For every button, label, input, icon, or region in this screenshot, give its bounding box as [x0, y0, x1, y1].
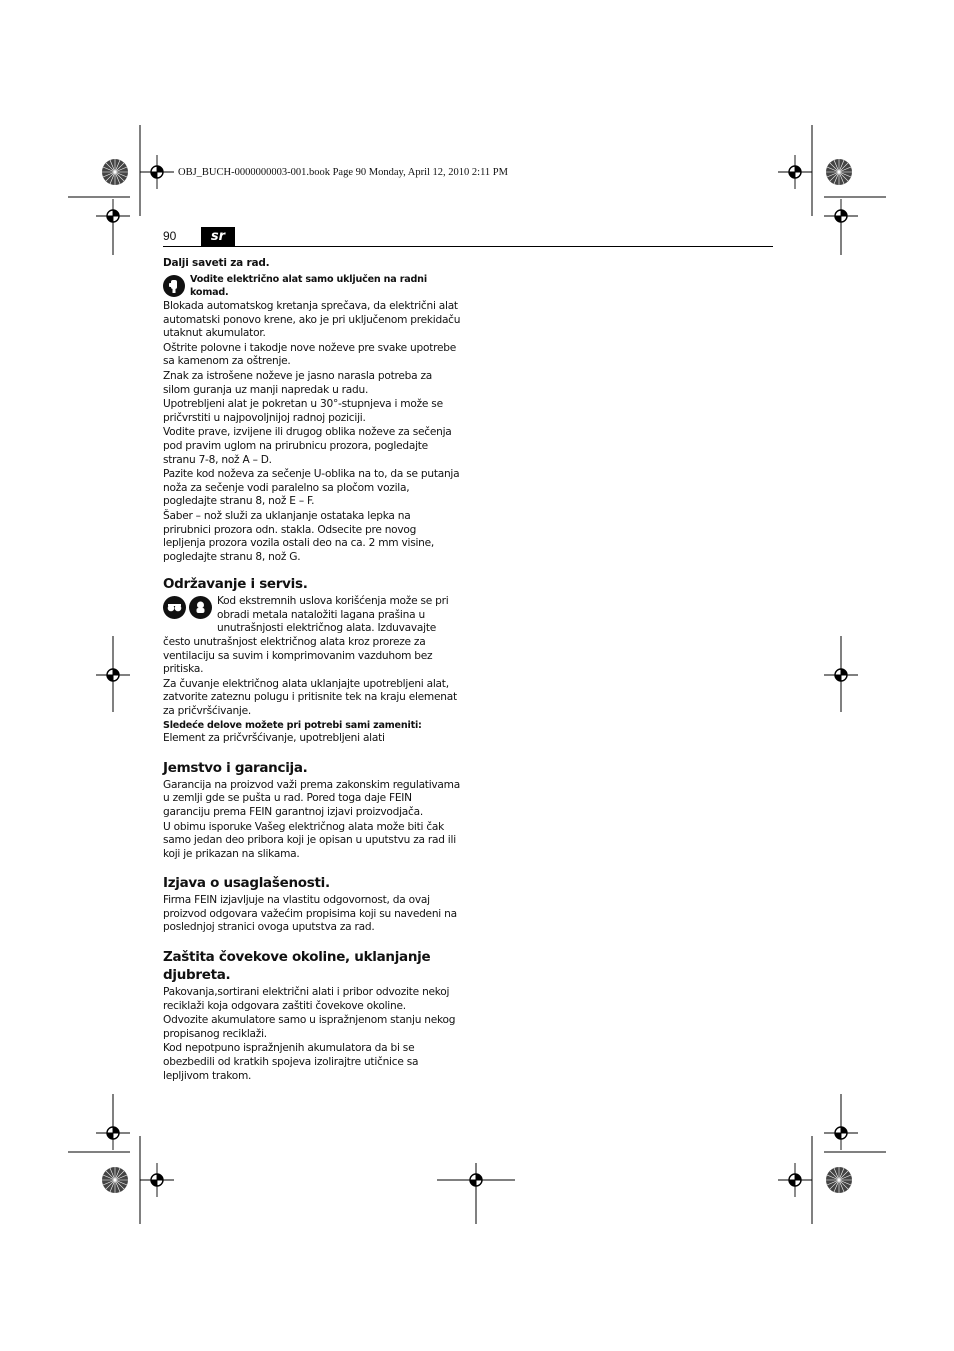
- hand-on-tool-icon: [163, 275, 185, 297]
- paragraph: Upotrebljeni alat je pokretan u 30°-stupnjeva i može se pričvrstiti u najpovoljnijoj radnoj poziciji.: [163, 398, 443, 424]
- paragraph: U obimu isporuke Vašeg električnog alata može biti čak samo jedan deo pribora koji je opisan u uputstvu za rad ili koji je prikazan na slikama.: [163, 820, 456, 860]
- paragraph: Firma FEIN izjavljuje na vlastitu odgovornost, da ovaj proizvod odgovara važećim propisima koji su navedeni na poslednjoj stranici ovoga uputstva za rad.: [163, 894, 457, 934]
- environment-heading: Zaštita čovekove okoline, uklanjanje djubreta.: [163, 949, 431, 984]
- language-tab: sr: [201, 227, 235, 246]
- warning-block: [163, 274, 461, 299]
- parts-list: Element za pričvršćivanje, upotrebljeni alati: [163, 732, 385, 745]
- parts-heading: Sledeće delove možete pri potrebi sami zameniti:: [163, 719, 422, 731]
- conformity-heading: Izjava o usaglašenosti.: [163, 875, 330, 892]
- maintenance-intro: Kod ekstremnih uslova korišćenja može se pri obradi metala nataložiti lagana prašina u unutrašnjosti električnog alata. Izduvavajte često unutrašnjost električnog alata kroz proreze za ventilaciju sa suvim i komprimovanim vazduhom bez pritiska.: [163, 595, 449, 676]
- paragraph: Znak za istrošene noževe je jasno narasla potreba za silom guranja uz manji napredak u radu.: [163, 369, 433, 396]
- book-info-line: OBJ_BUCH-0000000003-001.book Page 90 Monday, April 12, 2010 2:11 PM: [178, 167, 508, 178]
- maintenance-heading: Održavanje i servis.: [163, 576, 308, 593]
- goggles-icon: [163, 596, 186, 619]
- page-number: 90: [163, 229, 177, 243]
- paragraph: Oštrite polovne i takodje nove noževe pre svake upotrebe sa kamenom za oštrenje.: [163, 341, 456, 368]
- warning-text: Vodite električno alat samo uključen na radni komad.: [190, 274, 427, 298]
- paragraph: Šaber – nož služi za uklanjanje ostataka lepka na prirubnici prozora odn. stakla. Odsecite pre novog lepljenja prozora vozila ostali deo na ca. 2 mm visine, pogledajte stranu 8, nož G.: [163, 509, 435, 563]
- paragraph: Blokada automatskog kretanja sprečava, da električni alat automatski ponovo krene, ako je pri uključenom prekidaču utaknut akumulator.: [163, 300, 461, 340]
- tips-heading: Dalji saveti za rad.: [163, 257, 270, 269]
- header-rule: [163, 246, 773, 247]
- maintenance-storage: Za čuvanje električnog alata uklanjajte upotrebljeni alat, zatvorite zateznu polugu i pritisnite tek na kraju elemenat za pričvršćivanje.: [163, 677, 457, 718]
- dust-mask-icon: [189, 596, 212, 619]
- text-column: [163, 257, 461, 1084]
- paragraph: Vodite prave, izvijene ili drugog oblika noževe za sečenja pod pravim uglom na prirubnicu prozora, pogledajte stranu 7-8, nož A – D.: [163, 426, 452, 466]
- paragraph: Pakovanja,sortirani električni alati i pribor odvozite nekoj reciklaži koja odgovara zaštiti čovekove okoline.: [163, 986, 450, 1012]
- maintenance-intro-block: [163, 595, 461, 677]
- paragraph: Kod nepotpuno ispražnjenih akumulatora da bi se obezbedili od kratkih spojeva izolirajtre utičnice sa lepljivom trakom.: [163, 1042, 419, 1082]
- paragraph: Odvozite akumulatore samo u ispražnjenom stanju nekog propisanog reciklaži.: [163, 1014, 456, 1040]
- paragraph: Pazite kod noževa za sečenje U-oblika na to, da se putanja noža za sečenje vodi paralelno sa pločom vozila, pogledajte stranu 8, nož E – F.: [163, 468, 460, 508]
- paragraph: Garancija na proizvod važi prema zakonskim regulativama u zemlji gde se pušta u rad. Pored toga daje FEIN garanciju prema FEIN garantnoj izjavi proizvodjača.: [163, 778, 460, 818]
- warranty-heading: Jemstvo i garancija.: [163, 759, 308, 776]
